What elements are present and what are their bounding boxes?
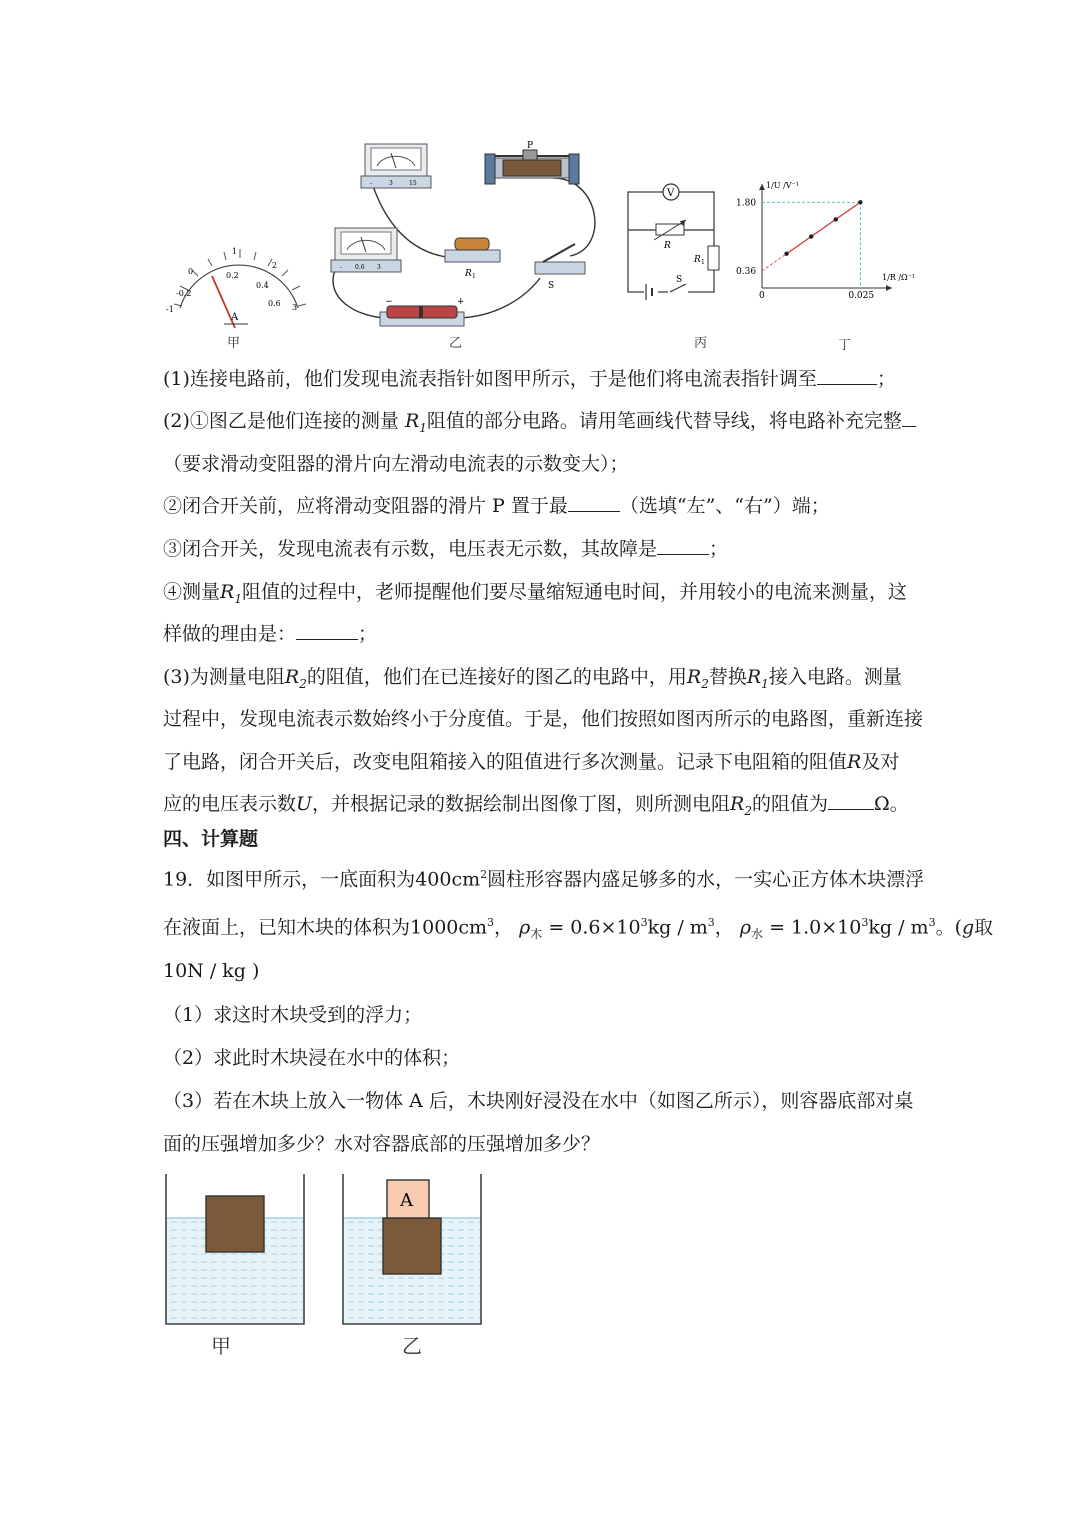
figure-caption-jia-bottom: 甲: [211, 1334, 231, 1358]
inverse-u-vs-inverse-r-graph: [732, 178, 922, 300]
circuit-schematic-figure: [624, 180, 720, 300]
figure-caption-jia: 甲: [227, 336, 241, 351]
figure-caption-yi: 乙: [449, 336, 463, 351]
ammeter-tick-label: 3: [292, 303, 298, 312]
svg-text:+: +: [457, 297, 465, 307]
q19-line2: 在液面上，已知木块的体积为$1000cm^3$， $\rho_木 = 0.6\times 10^3kg / m^3$， $\rho_水 = 1.0\times 10^3kg / m^3$。(g取: [163, 916, 994, 942]
resistor-r1-label: R: [694, 255, 701, 265]
resistor-label-sub: 1: [472, 273, 476, 280]
extrapolated-line: [762, 254, 787, 271]
object-a-label: A: [400, 1190, 413, 1211]
answer-blank[interactable]: [828, 791, 874, 810]
voltmeter-terminal: 3: [389, 180, 393, 187]
voltmeter-apparatus: [361, 144, 431, 188]
q18-part2: (2)①图乙是他们连接的测量 $R_1$阻值的部分电路。请用笔画线代替导线，将电路补充完整: [163, 408, 916, 441]
figure-caption-yi-bottom: 乙: [402, 1334, 422, 1358]
section-heading: 四、计算题: [163, 828, 259, 850]
ammeter-terminal: -: [340, 264, 343, 271]
ammeter-tick-label: 1: [232, 247, 238, 256]
data-line: [787, 202, 861, 253]
rheostat-apparatus: [485, 141, 579, 184]
container-figure-jia: [160, 1170, 310, 1330]
voltmeter-terminal: -: [370, 180, 373, 187]
ammeter-tick-label: 0.6: [268, 299, 281, 308]
resistor-r1-apparatus: [445, 238, 500, 280]
ammeter-terminal: 3: [377, 264, 381, 271]
q18-part3-line3: 了电路，闭合开关后，改变电阻箱接入的阻值进行多次测量。记录下电阻箱的阻值R及对: [163, 751, 900, 773]
y-tick-label: 1.80: [736, 198, 757, 209]
ammeter-tick-label: -0.2: [176, 289, 192, 298]
q18-part2-step4-cont: 样做的理由是： ；: [163, 623, 378, 645]
ammeter-tick-label: 0.2: [226, 271, 239, 280]
battery-apparatus: [380, 297, 465, 326]
q18-part2-step3: ③闭合开关，发现电流表有示数，电压表无示数，其故障是 ；: [163, 538, 729, 560]
answer-blank[interactable]: [568, 493, 620, 512]
switch-apparatus: [535, 244, 585, 291]
switch-symbol-label: S: [676, 275, 683, 285]
wood-block: [206, 1196, 264, 1252]
circuit-apparatus-figure: [325, 138, 610, 333]
x-tick-label: 0.025: [848, 291, 875, 300]
figure-caption-ding: 丁: [838, 338, 852, 353]
ammeter-apparatus: [331, 228, 401, 272]
resistor-r1-label-sub: 1: [701, 259, 705, 266]
resistor-label: R: [465, 269, 472, 279]
q18-part3-line4: 应的电压表示数U，并根据记录的数据绘制出图像丁图，则所测电阻$R_2$的阻值为 Ω。: [163, 793, 909, 818]
ammeter-tick-label: -1: [166, 305, 174, 314]
q19-line3: 10N / kg ): [163, 960, 260, 982]
y-tick-label: 0.36: [736, 266, 757, 277]
q18-part3: (3)为测量电阻$R_2$的阻值，他们在已连接好的图乙的电路中，用$R_2$替换$R_1$接入电路。测量: [163, 666, 902, 691]
answer-blank[interactable]: [657, 536, 709, 555]
q18-part2-step4: ④测量$R_1$阻值的过程中，老师提醒他们要尽量缩短通电时间，并用较小的电流来测量，这: [163, 581, 907, 606]
svg-text:−: −: [385, 297, 393, 307]
ammeter-unit-label: A: [231, 312, 239, 323]
wood-block: [383, 1218, 441, 1274]
q18-part2-requirement: （要求滑动变阻器的滑片向左滑动电流表的示数变大）；: [163, 453, 629, 475]
ammeter-terminal: 0.6: [355, 264, 365, 271]
data-point: [784, 252, 788, 256]
switch-label: S: [548, 281, 555, 291]
answer-blank[interactable]: [817, 366, 877, 385]
q19-sub2: （2）求此时木块浸在水中的体积；: [163, 1047, 461, 1069]
figure-caption-bing: 丙: [694, 336, 708, 351]
q18-part3-line2: 过程中，发现电流表示数始终小于分度值。于是，他们按照如图丙所示的电路图，重新连接: [163, 708, 924, 730]
slider-label-P: P: [527, 141, 534, 151]
q18-part1: (1)连接电路前，他们发现电流表指针如图甲所示，于是他们将电流表指针调至 ；: [163, 368, 896, 390]
q19-sub3-cont: 面的压强增加多少？水对容器底部的压强增加多少？: [163, 1133, 601, 1155]
answer-blank[interactable]: [902, 408, 916, 427]
q18-part2-step2: ②闭合开关前，应将滑动变阻器的滑片 P 置于最 （选填“左”、“右”）端；: [163, 495, 830, 517]
ammeter-tick-label: 0.4: [256, 281, 269, 290]
y-axis-label: 1/U /V⁻¹: [766, 181, 799, 190]
q19-sub3: （3）若在木块上放入一物体 A 后，木块刚好浸没在水中（如图乙所示），则容器底部对桌: [163, 1090, 914, 1112]
voltmeter-terminal: 15: [409, 180, 417, 187]
container-figure-yi: [337, 1170, 487, 1330]
answer-blank[interactable]: [296, 621, 358, 640]
data-point: [809, 234, 813, 238]
data-point: [858, 200, 862, 204]
x-tick-label: 0: [759, 291, 765, 300]
data-point: [834, 217, 838, 221]
resistance-box-label: R: [664, 241, 671, 251]
x-axis-label: 1/R /Ω⁻¹: [882, 273, 916, 282]
ammeter-tick-label: 2: [272, 261, 278, 270]
ammeter-tick-label: 0: [188, 267, 194, 276]
q19-sub1: （1）求这时木块受到的浮力；: [163, 1004, 423, 1026]
q19-line1: 19．如图甲所示，一底面积为$400cm^2$圆柱形容器内盛足够多的水，一实心正方体木块漂浮: [163, 868, 925, 891]
voltmeter-symbol: V: [667, 188, 675, 199]
